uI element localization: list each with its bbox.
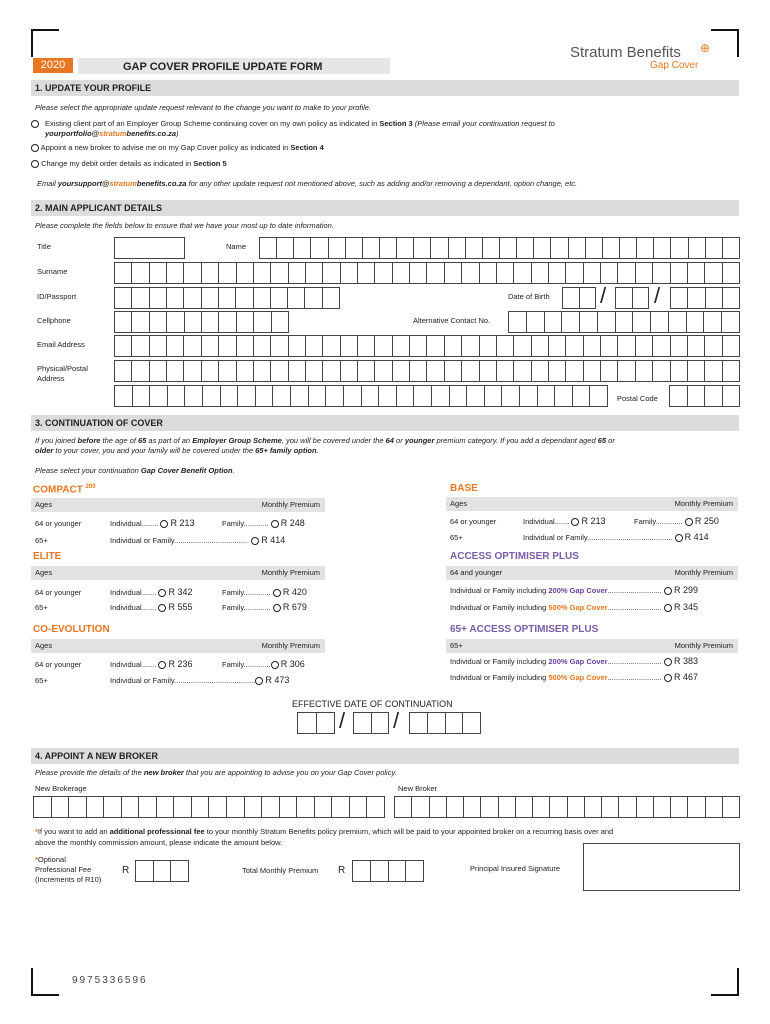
brokerage-input[interactable] [33,796,385,818]
logo [570,41,720,71]
aop65-header: 65+ Monthly Premium [446,639,738,653]
radio-elite-fam-64[interactable] [273,589,281,597]
elite-ind-65[interactable]: Individual....... R 555 [110,602,193,612]
radio-compact-family[interactable] [271,520,279,528]
coevolution-fam[interactable]: Family............. R 306 [222,659,305,669]
radio-appoint-broker[interactable] [31,144,39,152]
form-title: GAP COVER PROFILE UPDATE FORM [123,61,323,73]
surname-label: Surname [37,267,68,276]
option2-text: Appoint a new broker to advise me on my Gap Cover policy as indicated in [40,143,291,152]
email-note-c: stratum [109,179,137,188]
aop-500[interactable]: Individual or Family including 500% Gap Cover.......................... R 345 [450,602,698,612]
effective-slash-2: / [393,708,400,733]
option1-note: (Please email your continuation request to [412,119,555,128]
select-b: Gap Cover Benefit Option [140,466,233,475]
base-fam[interactable]: Family............. R 250 [634,516,719,526]
dob-month-input[interactable] [615,287,649,309]
intro-b: before [77,436,101,445]
radio-existing-client[interactable] [31,120,39,128]
optional-fee-label-2: Professional Fee [35,865,92,874]
option3-section: Section 5 [193,159,227,168]
option2-section: Section 4 [290,143,324,152]
intro-a: If you joined [35,436,78,445]
base-row-65: 65+ [450,533,463,542]
radio-elite-fam-65[interactable] [273,604,281,612]
postal-code-label: Postal Code [617,394,658,403]
section-2-intro: Please complete the fields below to ensure that we have your most up to date information. [35,221,334,230]
brokerage-label: New Brokerage [35,784,87,793]
intro2-c: 65+ family option [255,446,317,455]
title-input[interactable] [114,237,185,259]
select-a: Please select your continuation [35,466,141,475]
effective-year-input[interactable] [409,712,481,734]
base-both[interactable]: Individual or Family......................................... R 414 [523,532,709,542]
name-label: Name [226,242,247,251]
elite-row-64: 64 or younger [35,588,82,597]
dob-slash-2: / [654,283,661,308]
cellphone-input[interactable] [114,311,289,333]
dob-slash-1: / [600,283,607,308]
postal-code-input[interactable] [669,385,740,407]
intro2-a: older [35,446,54,455]
aop-header: 64 and younger Monthly Premium [446,566,738,580]
compact-row-64: 64 or younger [35,519,82,528]
year-badge: 2020 [33,58,73,73]
radio-aop-200[interactable] [664,587,672,595]
intro-j: younger [404,436,435,445]
option-debit-order[interactable] [31,159,227,168]
aop65-500[interactable]: Individual or Family including 500% Gap Cover.......................... R 467 [450,672,698,682]
address-label-1: Physical/Postal [37,364,88,373]
compact-sup: 200 [85,484,96,490]
elite-fam-64[interactable]: Family............. R 420 [222,587,307,597]
elite-row-65: 65+ [35,603,48,612]
radio-aop65-500[interactable] [664,674,672,682]
intro-e: as part of an [146,436,193,445]
optional-fee-label: *Optional Professional Fee (Increments of R10) [35,855,102,884]
compact-both-option[interactable]: Individual or Family.................................... R 414 [110,535,286,545]
radio-compact-65[interactable] [251,537,259,545]
title-label: Title [37,242,51,251]
base-header: Ages Monthly Premium [446,497,738,511]
professional-fee-input[interactable] [135,860,189,882]
compact-row-65: 65+ [35,536,48,545]
option1-close: ) [176,129,179,138]
section-1-intro: Please select the appropriate update request relevant to the change you want to make to your profile. [35,103,372,112]
option1-email-2: stratum [98,129,127,138]
radio-aop-500[interactable] [664,604,672,612]
section-4-intro: Please provide the details of the new broker that you are appointing to advise you on your Gap Cover policy. [35,768,397,777]
option1-text: Existing client part of an Employer Group Scheme continuing cover on my own policy as indicated in [45,119,380,128]
optional-fee-label-3: (Increments of R10) [35,875,102,884]
intro-h: 64 [385,436,394,445]
radio-base-65[interactable] [675,534,683,542]
aop65-200[interactable]: Individual or Family including 200% Gap Cover.......................... R 383 [450,656,698,666]
effective-date-label: EFFECTIVE DATE OF CONTINUATION [292,699,453,709]
intro-i: or [393,436,405,445]
dob-label: Date of Birth [508,292,550,301]
intro-d: 65 [137,436,147,445]
email-note-e: for any other update request not mentioned above, such as adding and/or removing a dependant, option change, etc. [186,179,578,188]
cellphone-label: Cellphone [37,316,71,325]
radio-base-fam[interactable] [685,518,693,526]
surname-input[interactable] [114,262,740,284]
fee-emph: additional professional fee [109,827,205,836]
option1-section: Section 3 [379,119,413,128]
intro-c: the age of [100,436,138,445]
broker-label: New Broker [398,784,438,793]
email-note-d: benefits.co.za [136,179,187,188]
elite-ind-64[interactable]: Individual....... R 342 [110,587,193,597]
fee-star: * [35,827,38,836]
section-2-header: 2. MAIN APPLICANT DETAILS [31,200,739,216]
email-label: Email Address [37,340,85,349]
new-broker-emph: new broker [143,768,184,777]
id-passport-input[interactable] [114,287,340,309]
document-code: 9975336596 [72,975,148,986]
section-3-select-note [35,466,235,475]
total-premium-input[interactable] [352,860,424,882]
section-4-header: 4. APPOINT A NEW BROKER [31,748,739,764]
radio-coevolution-fam[interactable] [271,661,279,669]
compact-title: COMPACT $^{200}$ [33,484,96,496]
email-note-b: yoursupport@ [57,179,110,188]
intro2-d: . [316,446,319,455]
aop-title: ACCESS OPTIMISER PLUS [450,551,579,562]
corner-mark-bottom-right [711,968,739,996]
compact-individual-option[interactable]: Individual........ R 213 [110,518,195,528]
intro-l: 65 [597,436,607,445]
radio-debit-order[interactable] [31,160,39,168]
section-3-header: 3. CONTINUATION OF COVER [31,415,739,431]
signature-label: Principal Insured Signature [470,864,561,873]
address-label-2: Address [37,374,65,383]
intro-k: premium category. If you add a dependant aged [434,436,598,445]
coevolution-both[interactable]: Individual or Family....................................... R 473 [110,675,290,685]
option1-email-3: benefits.co.za [126,129,177,138]
name-input[interactable] [259,237,740,259]
intro-g: , you will be covered under the [281,436,386,445]
address-input-2[interactable] [114,385,608,407]
alt-contact-input[interactable] [508,311,740,333]
base-title: BASE [450,483,478,494]
select-c: . [232,466,235,475]
total-premium-label: Total Monthly Premium [242,866,319,875]
radio-elite-ind-65[interactable] [158,604,166,612]
logo-name: Stratum Benefits [570,44,681,61]
compact-family-option[interactable]: Family............ R 248 [222,518,305,528]
broker-input[interactable] [394,796,740,818]
base-row-64: 64 or younger [450,517,497,526]
fee-note: *If you want to add an additional professional fee to your monthly Stratum Benefits policy premium, which will be paid to your appointed broker on a recurring basis over and above the monthly commission amount, please indicate the amount below. [35,826,740,848]
intro-f: Employer Group Scheme [192,436,282,445]
option-existing-client[interactable] [31,119,711,138]
address-label [37,364,88,384]
radio-base-ind[interactable] [571,518,579,526]
intro2-b: to your cover, you and your family will be covered under the [53,446,256,455]
radio-coevolution-ind[interactable] [158,661,166,669]
coevolution-row-65: 65+ [35,676,48,685]
dob-year-input[interactable] [670,287,740,309]
elite-title: ELITE [33,551,62,562]
option1-email-1: yourportfolio@ [45,129,99,138]
option3-text: Change my debit order details as indicated in [41,159,194,168]
aop65-title: 65+ ACCESS OPTIMISER PLUS [450,624,599,635]
elite-header: Ages Monthly Premium [31,566,325,580]
coevolution-ind[interactable]: Individual....... R 236 [110,659,193,669]
address-input-1[interactable] [114,360,740,382]
alt-contact-label: Alternative Contact No. [413,316,491,325]
id-passport-label: ID/Passport [37,292,77,301]
effective-slash-1: / [339,708,346,733]
email-input[interactable] [114,335,740,357]
total-currency: R [338,865,346,876]
coevolution-row-64: 64 or younger [35,660,82,669]
compact-header: Ages Monthly Premium [31,498,325,512]
base-ind[interactable]: Individual....... R 213 [523,516,606,526]
logo-sub: Gap Cover [650,60,699,71]
section-1-email-note [37,179,577,188]
corner-mark-bottom-left [31,968,59,996]
fee-currency: R [122,865,130,876]
section-1-header: 1. UPDATE YOUR PROFILE [31,80,739,96]
effective-day-input[interactable] [297,712,335,734]
effective-month-input[interactable] [353,712,389,734]
logo-plus-icon: ⊕ [700,41,711,55]
signature-box[interactable] [583,843,740,891]
coevolution-title: CO-EVOLUTION [33,624,110,635]
radio-compact-individual[interactable] [160,520,168,528]
radio-aop65-200[interactable] [664,658,672,666]
corner-mark-top-left [31,29,59,57]
dob-day-input[interactable] [562,287,596,309]
radio-coevolution-65[interactable] [255,677,263,685]
radio-elite-ind-64[interactable] [158,589,166,597]
coevolution-header: Ages Monthly Premium [31,639,325,653]
intro-m: or [606,436,615,445]
aop-200[interactable]: Individual or Family including 200% Gap Cover.......................... R 299 [450,585,698,595]
fee-note-line2: above the monthly commission amount, please indicate the amount below. [35,838,283,847]
section-3-intro [35,436,735,456]
elite-fam-65[interactable]: Family............. R 679 [222,602,307,612]
option-appoint-broker[interactable] [31,143,324,152]
email-note-a: Email [37,179,58,188]
